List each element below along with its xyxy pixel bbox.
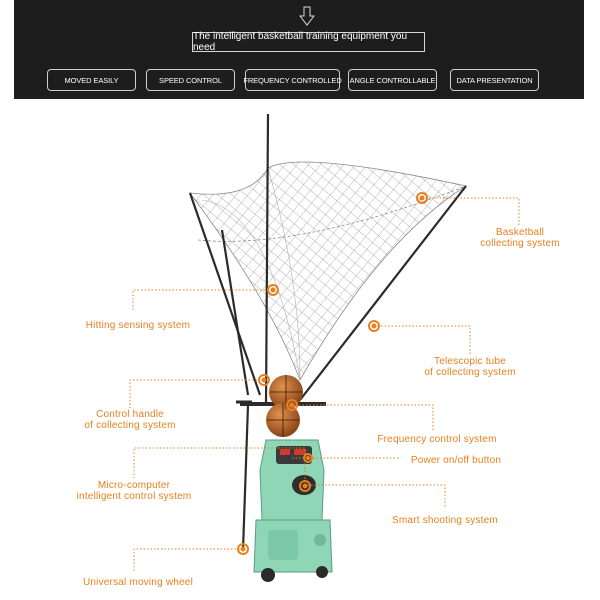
tagline: The intelligent basketball training equipment you need xyxy=(192,32,425,52)
label-shooting: Smart shooting system xyxy=(392,515,498,526)
label-collecting-line2: collecting system xyxy=(480,238,560,249)
label-handle-line2: of collecting system xyxy=(84,420,176,431)
feature-angle-controllable: ANGLE CONTROLLABLE xyxy=(348,69,437,91)
feature-speed-control: SPEED CONTROL xyxy=(146,69,235,91)
feature-data-presentation: DATA PRESENTATION xyxy=(450,69,539,91)
label-collecting-line1: Basketball xyxy=(495,227,545,238)
label-frequency: Frequency control system xyxy=(377,434,497,445)
label-handle-line1: Control handle xyxy=(96,409,164,420)
label-telescopic-line1: Telescopic tube xyxy=(434,356,506,367)
shooting-machine xyxy=(254,440,332,582)
label-telescopic-line2: of collecting system xyxy=(424,367,516,378)
label-micro-line1: Micro-computer xyxy=(97,480,171,491)
label-wheel: Universal moving wheel xyxy=(82,577,193,588)
feature-moved-easily: MOVED EASILY xyxy=(47,69,136,91)
label-power: Power on/off button xyxy=(410,455,502,466)
feature-frequency-controlled: FREQUENCY CONTROLLED xyxy=(245,69,340,91)
label-micro-line2: intelligent control system xyxy=(76,491,192,502)
label-hitting: Hitting sensing system xyxy=(85,320,191,331)
